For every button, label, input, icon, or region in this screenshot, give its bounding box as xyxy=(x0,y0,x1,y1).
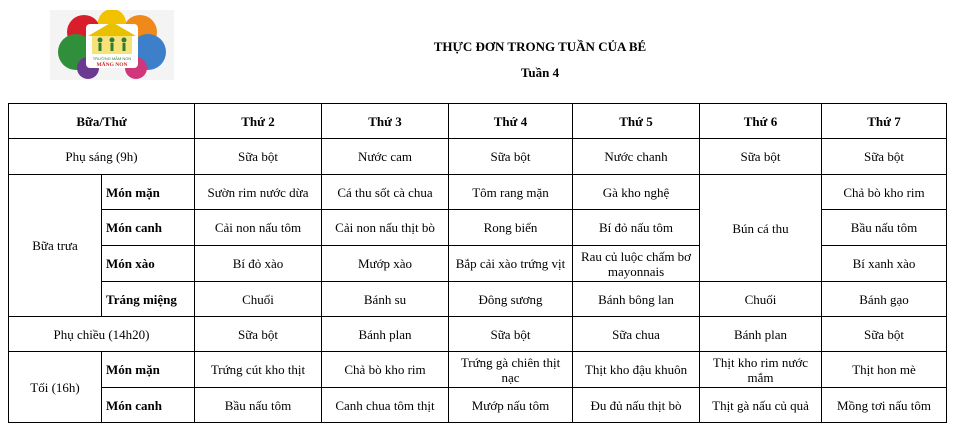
menu-cell: Bí đỏ nấu tôm xyxy=(573,210,700,246)
menu-cell: Sữa bột xyxy=(822,317,947,352)
menu-cell: Cá thu sốt cà chua xyxy=(322,175,449,210)
menu-cell: Chả bò kho rim xyxy=(822,175,947,210)
menu-cell: Trứng cút kho thịt xyxy=(195,352,322,388)
afternoon-snack-row xyxy=(9,317,947,352)
dinner-canh-row xyxy=(9,388,947,423)
menu-cell: Mồng tơi nấu tôm xyxy=(822,388,947,423)
logo-school-name: MĂNG NON xyxy=(96,62,128,68)
header-row xyxy=(9,104,947,139)
menu-cell: Chuối xyxy=(195,282,322,317)
menu-cell: Sữa bột xyxy=(195,139,322,175)
menu-cell: Bí xanh xào xyxy=(822,246,947,282)
menu-cell: Chả bò kho rim xyxy=(322,352,449,388)
day-header: Thứ 2 xyxy=(195,104,322,139)
meal-label: Tối (16h) xyxy=(9,352,102,423)
meal-label: Phụ chiều (14h20) xyxy=(9,317,195,352)
menu-cell: Gà kho nghệ xyxy=(573,175,700,210)
meal-label: Phụ sáng (9h) xyxy=(9,139,195,175)
menu-cell: Sữa bột xyxy=(822,139,947,175)
menu-cell: Nước chanh xyxy=(573,139,700,175)
week-label: Tuần 4 xyxy=(520,65,560,80)
morning-snack-row xyxy=(9,139,947,175)
menu-cell: Bầu nấu tôm xyxy=(822,210,947,246)
weekly-menu-table xyxy=(8,103,947,423)
menu-cell: Đu đủ nấu thịt bò xyxy=(573,388,700,423)
menu-cell: Sữa chua xyxy=(573,317,700,352)
menu-cell: Rong biển xyxy=(449,210,573,246)
school-logo xyxy=(50,10,174,80)
menu-cell: Bánh plan xyxy=(700,317,822,352)
menu-cell: Bánh su xyxy=(322,282,449,317)
menu-cell: Rau củ luộc chấm bơ mayonnais xyxy=(573,246,700,282)
menu-cell: Bánh bông lan xyxy=(573,282,700,317)
day-header: Thứ 7 xyxy=(822,104,947,139)
menu-cell: Trứng gà chiên thịt nạc xyxy=(449,352,573,388)
menu-cell: Bánh plan xyxy=(322,317,449,352)
lunch-man-row xyxy=(9,175,947,210)
menu-cell: Cải non nấu tôm xyxy=(195,210,322,246)
menu-cell: Sữa bột xyxy=(700,139,822,175)
day-header: Thứ 3 xyxy=(322,104,449,139)
menu-cell: Tôm rang mặn xyxy=(449,175,573,210)
logo-school-line: TRƯỜNG MẦM NON xyxy=(92,56,132,61)
menu-cell: Thịt kho đậu khuôn xyxy=(573,352,700,388)
meal-label: Bữa trưa xyxy=(9,175,102,317)
menu-cell: Sữa bột xyxy=(195,317,322,352)
menu-cell: Thịt gà nấu củ quả xyxy=(700,388,822,423)
menu-cell: Nước cam xyxy=(322,139,449,175)
menu-cell: Bắp cải xào trứng vịt xyxy=(449,246,573,282)
corner-header: Bữa/Thứ xyxy=(9,104,195,139)
menu-cell: Mướp xào xyxy=(322,246,449,282)
menu-cell: Sữa bột xyxy=(449,317,573,352)
menu-title: THỰC ĐƠN TRONG TUẦN CỦA BÉ xyxy=(433,39,647,54)
menu-cell-merged: Bún cá thu xyxy=(700,175,822,282)
lunch-dessert-row xyxy=(9,282,947,317)
menu-cell: Cải non nấu thịt bò xyxy=(322,210,449,246)
dish-type-label: Món mặn xyxy=(102,175,195,210)
day-header: Thứ 5 xyxy=(573,104,700,139)
dish-type-label: Món canh xyxy=(102,388,195,423)
menu-cell: Mướp nấu tôm xyxy=(449,388,573,423)
menu-cell: Canh chua tôm thịt xyxy=(322,388,449,423)
day-header: Thứ 6 xyxy=(700,104,822,139)
menu-cell: Chuối xyxy=(700,282,822,317)
dinner-man-row xyxy=(9,352,947,388)
dish-type-label: Món xào xyxy=(102,246,195,282)
menu-cell: Đông sương xyxy=(449,282,573,317)
dish-type-label: Món mặn xyxy=(102,352,195,388)
menu-cell: Bầu nấu tôm xyxy=(195,388,322,423)
dish-type-label: Tráng miệng xyxy=(102,282,195,317)
menu-cell: Bí đỏ xào xyxy=(195,246,322,282)
menu-cell: Sữa bột xyxy=(449,139,573,175)
dish-type-label: Món canh xyxy=(102,210,195,246)
menu-cell: Thịt hon mè xyxy=(822,352,947,388)
menu-cell: Bánh gạo xyxy=(822,282,947,317)
menu-cell: Thịt kho rim nước mắm xyxy=(700,352,822,388)
day-header: Thứ 4 xyxy=(449,104,573,139)
menu-cell: Sườn rim nước dừa xyxy=(195,175,322,210)
